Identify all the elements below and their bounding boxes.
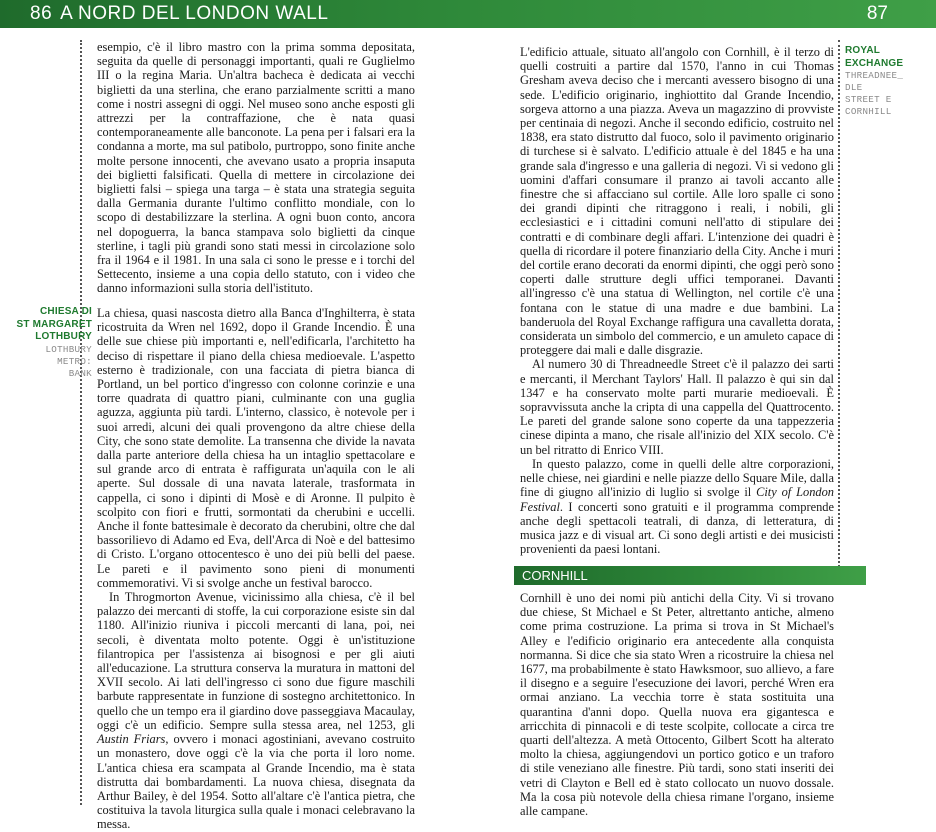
left-dotted-rule bbox=[80, 40, 82, 805]
sidenote-address-line: DLE bbox=[845, 82, 863, 93]
left-page-number: 86 bbox=[30, 3, 53, 24]
paragraph-cornhill: Cornhill è uno dei nomi più antichi della City. Vi si trovano due chiese, St Michael e St Peter, altrettanto antiche, almeno come prima costruzione. La prima si trova in St Michael's Alley e l'edificio originario era antecedente alla conquista normanna. Si dice che sia stato Wren a ricostruire la chiesa nel 1677, ma probabilmente è stato Hawksmoor, suo allievo, a fare il disegno e a seguire l'esecuzione dei lavori, perché Wren era ormai anziano. La vecchia torre è stata sostituita una quarantina d'anni dopo. Quella nuova era gigantesca e arricchita di pinnacoli e di teste scolpite, collocate a circa tre quarti dell'altezza. A metà Ottocento, Gilbert Scott ha alterato molto la chiesa, aggiungendovi un portico gotico e un traforo di stile veneziano alle finestre. Più tardi, sono stati inseriti dei vetri di Clayton e Bell ed è stato collocato un nuovo dossale. Ma la cosa più notevole della chiesa rimane l'organo, insieme alle campane. bbox=[520, 591, 834, 819]
text-run: , ovvero i monaci agostiniani, avevano costruito un monastero, dove oggi c'è la via che porta il loro nome. L'antica chiesa era scampata al Grande Incendio, ma è stata distrutta dai bombardamenti. La nuova chiesa, disegnata da Arthur Bailey, è del 1954. Sotto all'altare c'è l'antica pietra, che costituiva la tavola liturgica sulla quale i monaci celebravano la messa. bbox=[97, 732, 415, 832]
right-text-block-1 bbox=[520, 45, 834, 556]
left-text-block-2 bbox=[97, 306, 415, 832]
right-page-number: 87 bbox=[866, 3, 888, 24]
paragraph-festival bbox=[520, 457, 834, 556]
sidenote-address-line: CORNHILL bbox=[845, 106, 892, 117]
sidenote-address-line: THREADNEE_ bbox=[845, 70, 904, 81]
left-text-block-1 bbox=[97, 40, 415, 296]
section-heading-cornhill: CORNHILL bbox=[514, 566, 866, 585]
sidenote-title-line: ROYAL bbox=[845, 45, 881, 56]
paragraph-royal-exchange: L'edificio attuale, situato all'angolo con Cornhill, è il terzo di quelli costruiti a partire dal 1570, l'anno in cui Thomas Gresham aveva deciso che i mercanti avessero bisogno di una sede. L'edificio originario, inghiottito dal Grande Incendio, sorgeva attorno a una piazza. Aveva un magazzino di provviste per centinaia di negozi. Anche il secondo edificio, costruito nel 1838, era stato distrutto dal fuoco, solo il pavimento originario di turchese si è salvato. L'edificio attuale è del 1845 e ha una grande sala d'ingresso e una galleria di negozi. Vi si vedono gli uomini d'affari consumare il pranzo ai tavoli accanto alle finestre che si affacciano sul cortile. Alle loro spalle ci sono dei grandi dipinti che ritraggono i reali, i nobili, gli ecclesiastici e i cittadini comuni nell'atto di stipulare dei contratti e di combinare degli affari. L'intenzione dei quadri è quella di ricordare il potere finanziario della City. Anche i muri del cortile erano decorati da enormi dipinti, che oggi però sono coperti dalle strutture degli uffici temporanei. Davanti all'ingresso c'è una statua di Wellington, nel cortile c'è una fontana con le statue di una madre e due bambini. La banderuola del Royal Exchange raffigura una cavalletta dorata, considerata un simbolo del commercio, e un amuleto capace di proteggere dai mali e dalle disgrazie. bbox=[520, 45, 834, 358]
paragraph-throgmorton bbox=[97, 590, 415, 831]
italic-term: Austin Friars bbox=[97, 732, 166, 747]
chapter-title: A NORD DEL LONDON WALL bbox=[60, 3, 329, 24]
right-text-block-2 bbox=[520, 591, 834, 818]
left-running-head bbox=[30, 3, 328, 25]
sidenote-title-line: LOTHBURY bbox=[35, 331, 92, 342]
sidenote-st-margaret bbox=[4, 306, 92, 380]
running-header bbox=[0, 0, 936, 28]
sidenote-address-line: LOTHBURY bbox=[45, 343, 92, 355]
text-run: In questo palazzo, come in quelli delle altre corporazioni, nelle chiese, nei giardini e nelle piazze dello Square Mile, dalla fine di giugno all'inizio di luglio si svolge il bbox=[520, 456, 834, 500]
sidenote-address-line: METRO: bbox=[57, 355, 92, 367]
right-dotted-rule bbox=[838, 40, 840, 567]
paragraph-st-margaret: La chiesa, quasi nascosta dietro alla Banca d'Inghilterra, è stata ricostruita da Wren nel 1692, dopo il Grande Incendio. È una delle sue chiese più importanti e, nell'edificarla, l'architetto ha deciso di rispettare il piano della chiesa medioevale. L'aspetto esterno è tradizionale, con una facciata di pietra bianca di Portland, un bel portico d'ingresso con colonne corinzie e una torre quadrata di quattro piani, culminante con una guglia aguzza, aggiunta più tardi. L'interno, classico, è notevole per i suoi arredi, alcuni dei quali provengono da altre chiese della City, che sono state demolite. La transenna che divide la navata dalla parte anteriore della chiesa ha un intaglio spettacolare e sul grande arco di entrata è raffigurata un'aquila con le ali aperte. Sul dossale di una navata laterale, trasformata in cappella, ci sono i dipinti di Mosè e di Aronne. Il pulpito è scolpito con fiori e frutti, sormontati da cherubini e uccelli. Anche il fonte battesimale è decorato da cherubini, oltre che dal bassorilievo di Adamo ed Eva, dell'Arca di Noè e del battesimo di Cristo. L'organo ottocentesco è uno dei più belli del paese. Le pareti e il pavimento sono pieni di monumenti commemorativi. Vi si svolge anche un festival barocco. bbox=[97, 306, 415, 590]
sidenote-title-line: ST MARGARET bbox=[16, 318, 92, 330]
paragraph-bank-museum: esempio, c'è il libro mastro con la prima somma depositata, seguita da quelle di personaggi importanti, quali re Guglielmo III o la regina Maria. Un'altra bacheca è dedicata ai vecchi biglietti da una sterlina, che erano parzialmente scritti a mano come i nostri assegni di oggi. Nel museo sono anche esposti gli attrezzi per la contraffazione, che è nata quasi contemporaneamente alle banconote. La pena per i falsari era la condanna a morte, ma sul patibolo, purtroppo, sono finite anche molte persone innocenti, che avevano usato a propria insaputa dei biglietti falsificati. Quella di mettere in circolazione dei biglietti falsi – spiega una targa – è stata una strategia seguita dalla Germania durante l'ultimo conflitto mondiale, con lo scopo di destabilizzare la sterlina. A ogni buon conto, ancora nel dopoguerra, la banca stampava solo biglietti da cinque sterline, i tagli più grandi sono stati messi in circolazione solo fra il 1964 e il 1981. In una sala ci sono le presse e i torchi del Settecento, insieme a una copia dello statuto, con i video che danno informazioni sulla storia dell'istituto. bbox=[97, 40, 415, 296]
sidenote-royal-exchange bbox=[845, 45, 933, 118]
sidenote-title-line: EXCHANGE bbox=[845, 57, 904, 69]
text-run: . I concerti sono gratuiti e il programma comprende anche degli spettacoli teatrali, di danza, di letteratura, di musica jazz e di visual art. Ci sono degli artisti e dei musicisti provenienti da paesi lontani. bbox=[520, 499, 834, 557]
sidenote-address-line: BANK bbox=[68, 367, 92, 379]
sidenote-address-line: STREET E bbox=[845, 94, 892, 105]
sidenote-title-line: CHIESA DI bbox=[40, 306, 92, 317]
paragraph-merchant-taylors: Al numero 30 di Threadneedle Street c'è il palazzo dei sarti e mercanti, il Merchant Taylors' Hall. Il palazzo è qui sin dal 1347 e ha conservato molte parti murarie medioevali. È sopravvissuta anche la cripta di una cappella del Quattrocento. Le pareti del grande salone sono coperte da una tappezzeria cinese dipinta a mano, che risale all'inizio del XIX secolo. C'è un bel ritratto di Enrico VIII. bbox=[520, 357, 834, 457]
italic-term: City of London Festival bbox=[520, 485, 834, 514]
text-run: In Throgmorton Avenue, vicinissimo alla chiesa, c'è il bel palazzo dei mercanti di stoffe, la cui corporazione esiste sin dal 1180. All'inizio riuniva i piccoli mercanti di lana, poi, nei secoli, è diventata molto potente. Oggi è un'istituzione filantropica per l'assistenza ai bisognosi e per gli aiuti all'educazione. La struttura conserva la muratura in mattoni del XVII secolo. Ai lati dell'ingresso ci sono due figure maschili barbute rappresentate in funzione di sostegno architettonico. In quello che un tempo era il giardino dove passeggiava Macaulay, oggi c'è un edificio. Sempre sulla stessa area, nel 1253, gli bbox=[97, 590, 415, 732]
